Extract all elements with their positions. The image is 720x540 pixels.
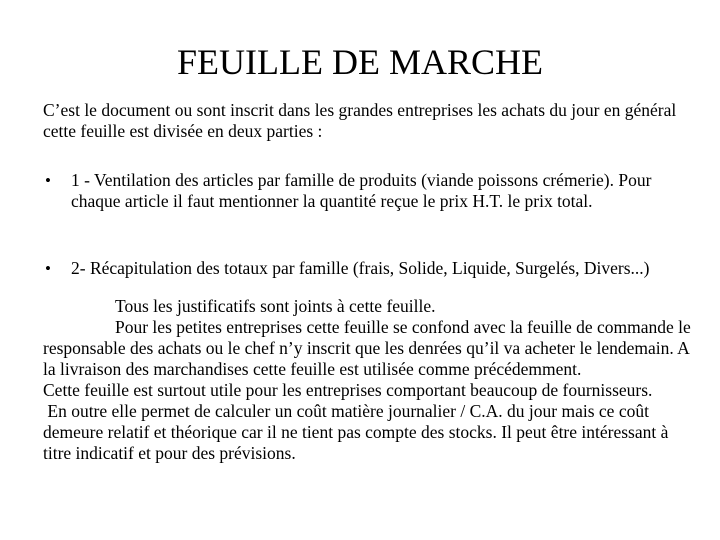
paragraph-cout-matiere: En outre elle permet de calculer un coût matière journalier / C.A. du jour mais ce coût demeure relatif et théorique car il ne tient pas compte des stocks. Il peut être intéressant à titre indicatif et pour des prévisions. <box>43 401 673 463</box>
paragraph-fournisseurs: Cette feuille est surtout utile pour les entreprises comportant beaucoup de fournisseurs. <box>43 380 653 400</box>
intro-paragraph: C’est le document ou sont inscrit dans les grandes entreprises les achats du jour en général cette feuille est divisée en deux parties : <box>43 100 677 141</box>
paragraph-justificatifs: Tous les justificatifs sont joints à cette feuille. <box>115 296 436 316</box>
paragraph-petites-entreprises: Pour les petites entreprises cette feuille se confond avec la feuille de commande le responsable des achats ou le chef n’y inscrit que les denrées qu’il va acheter le lendemain. A la livraison des marchandises cette feuille est utilisée comme précédemment. <box>43 317 691 379</box>
body-text <box>43 296 693 464</box>
bullet-icon: • <box>45 171 51 190</box>
bullet-icon: • <box>45 259 51 278</box>
page-title: FEUILLE DE MARCHE <box>177 42 543 82</box>
bullet-text: 1 - Ventilation des articles par famille de produits (viande poissons crémerie). Pour chaque article il faut mentionner la quantité reçue le prix H.T. le prix total. <box>71 170 652 211</box>
bullet-text: 2- Récapitulation des totaux par famille (frais, Solide, Liquide, Surgelés, Divers...) <box>71 258 650 278</box>
